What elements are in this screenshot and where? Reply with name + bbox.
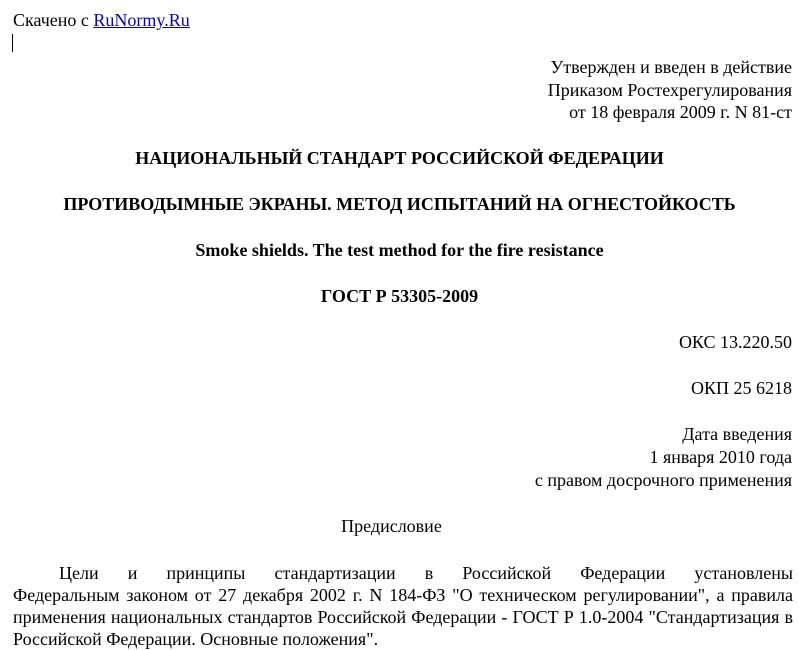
approval-line-3: от 18 февраля 2009 г. N 81-ст [569, 102, 792, 122]
standard-title-en: Smoke shields. The test method for the fire resistance [195, 240, 604, 260]
download-source-line [13, 9, 190, 31]
foreword-paragraph-line-1: Цели и принципы стандартизации в Российской Федерации установлены [59, 563, 793, 583]
foreword-paragraph [13, 562, 793, 650]
standard-type-heading: НАЦИОНАЛЬНЫЙ СТАНДАРТ РОССИЙСКОЙ ФЕДЕРАЦИИ [135, 148, 664, 168]
foreword-heading: Предисловие [341, 516, 442, 536]
introduction-date: 1 января 2010 года [649, 447, 792, 467]
introduction-date-label: Дата введения [682, 424, 792, 444]
approval-line-2: Приказом Ростехрегулирования [547, 80, 792, 100]
early-application-note: с правом досрочного применения [534, 470, 792, 490]
download-source-prefix: Скачено с [13, 10, 89, 30]
foreword-paragraph-rest: Федеральным законом от 27 декабря 2002 г. N 184-ФЗ "О техническом регулировании", а правила применения национальных стандартов Российской Федерации - ГОСТ Р 1.0-2004 "Стандартизация в Российской Федерации. Основные положения". [13, 585, 793, 649]
okp-code: ОКП 25 6218 [690, 378, 792, 398]
oks-code: ОКС 13.220.50 [678, 332, 792, 352]
text-cursor [12, 34, 13, 52]
approval-line-1: Утвержден и введен в действие [550, 57, 792, 77]
runormy-link[interactable]: RuNormy.Ru [93, 10, 190, 30]
standard-code: ГОСТ Р 53305-2009 [320, 286, 479, 306]
standard-title-ru: ПРОТИВОДЫМНЫЕ ЭКРАНЫ. МЕТОД ИСПЫТАНИЙ НА ОГНЕСТОЙКОСТЬ [63, 194, 736, 214]
